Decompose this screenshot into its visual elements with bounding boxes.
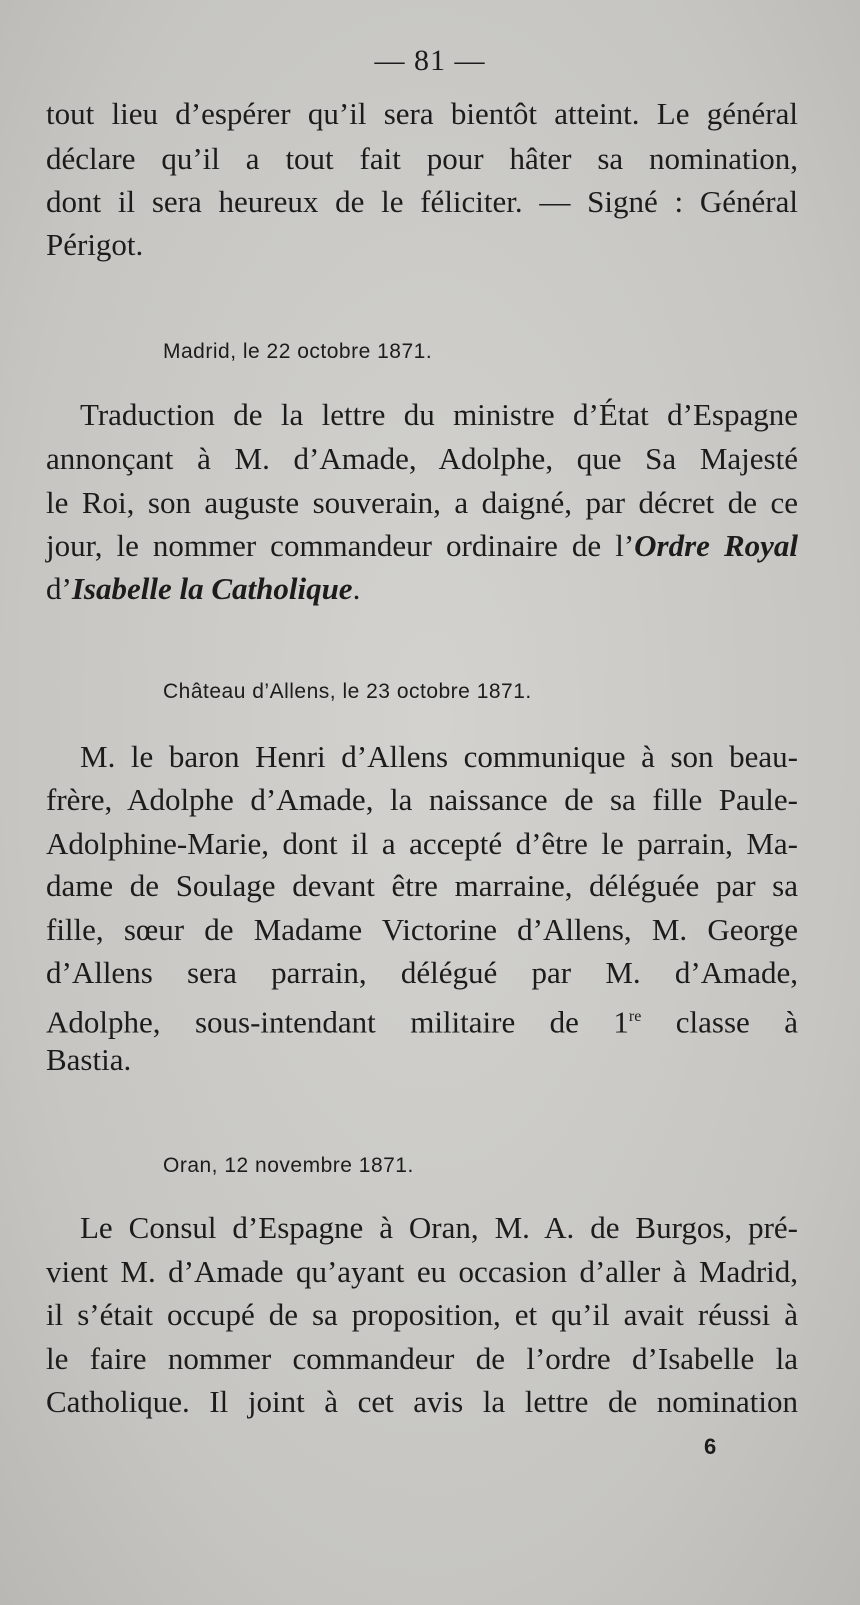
printer-signature-mark: 6: [704, 1434, 717, 1459]
text-run: .: [352, 571, 361, 606]
text-line: dame de Soulage devant être marraine, déléguée par sa: [46, 868, 798, 903]
text-line: frère, Adolphe d’Amade, la naissance de sa fille Paule-: [46, 782, 798, 817]
text-line: vient M. d’Amade qu’ayant eu occasion d’aller à Madrid,: [46, 1254, 798, 1289]
text-line: d’Allens sera parrain, délégué par M. d’Amade,: [46, 955, 798, 990]
text-line: [46, 524, 798, 568]
text-line: M. le baron Henri d’Allens communique à son beau-: [80, 739, 798, 774]
italic-title: Ordre Royal: [634, 528, 798, 563]
text-line: Adolphine-Marie, dont il a accepté d’être le parrain, Ma-: [46, 826, 798, 861]
text-line: annonçant à M. d’Amade, Adolphe, que Sa Majesté: [46, 441, 798, 476]
italic-title: Isabelle la Catholique: [71, 571, 353, 606]
text-run: Adolphe, sous-intendant militaire de 1: [46, 1004, 629, 1040]
superscript: re: [628, 1008, 642, 1025]
text-line: le Roi, son auguste souverain, a daigné, par décret de ce: [46, 485, 798, 520]
dateline: Oran, 12 novembre 1871.: [163, 1154, 414, 1177]
text-line: fille, sœur de Madame Victorine d’Allens, M. George: [46, 912, 798, 947]
text-line: Périgot.: [46, 227, 144, 262]
text-line: tout lieu d’espérer qu’il sera bientôt atteint. Le général: [46, 96, 798, 131]
text-run: classe à: [641, 1004, 798, 1040]
text-line: il s’était occupé de sa proposition, et qu’il avait réussi à: [46, 1297, 798, 1332]
text-run: d’: [46, 571, 72, 606]
text-line: [46, 995, 798, 1044]
page-number: — 81 —: [374, 44, 486, 77]
dateline: Château d’Allens, le 23 octobre 1871.: [163, 680, 532, 703]
text-line: dont il sera heureux de le féliciter. — Signé : Général: [46, 184, 798, 219]
text-line: [46, 567, 798, 611]
dateline: Madrid, le 22 octobre 1871.: [163, 340, 433, 363]
text-line: déclare qu’il a tout fait pour hâter sa nomination,: [46, 141, 798, 176]
text-line: le faire nommer commandeur de l’ordre d’Isabelle la: [46, 1341, 798, 1376]
text-run: jour, le nommer commandeur ordinaire de l’: [46, 528, 635, 563]
text-line: Catholique. Il joint à cet avis la lettre de nomination: [46, 1384, 798, 1419]
text-line: Traduction de la lettre du ministre d’État d’Espagne: [80, 397, 798, 432]
text-line: Bastia.: [46, 1042, 132, 1077]
text-line: Le Consul d’Espagne à Oran, M. A. de Burgos, pré-: [80, 1210, 798, 1245]
